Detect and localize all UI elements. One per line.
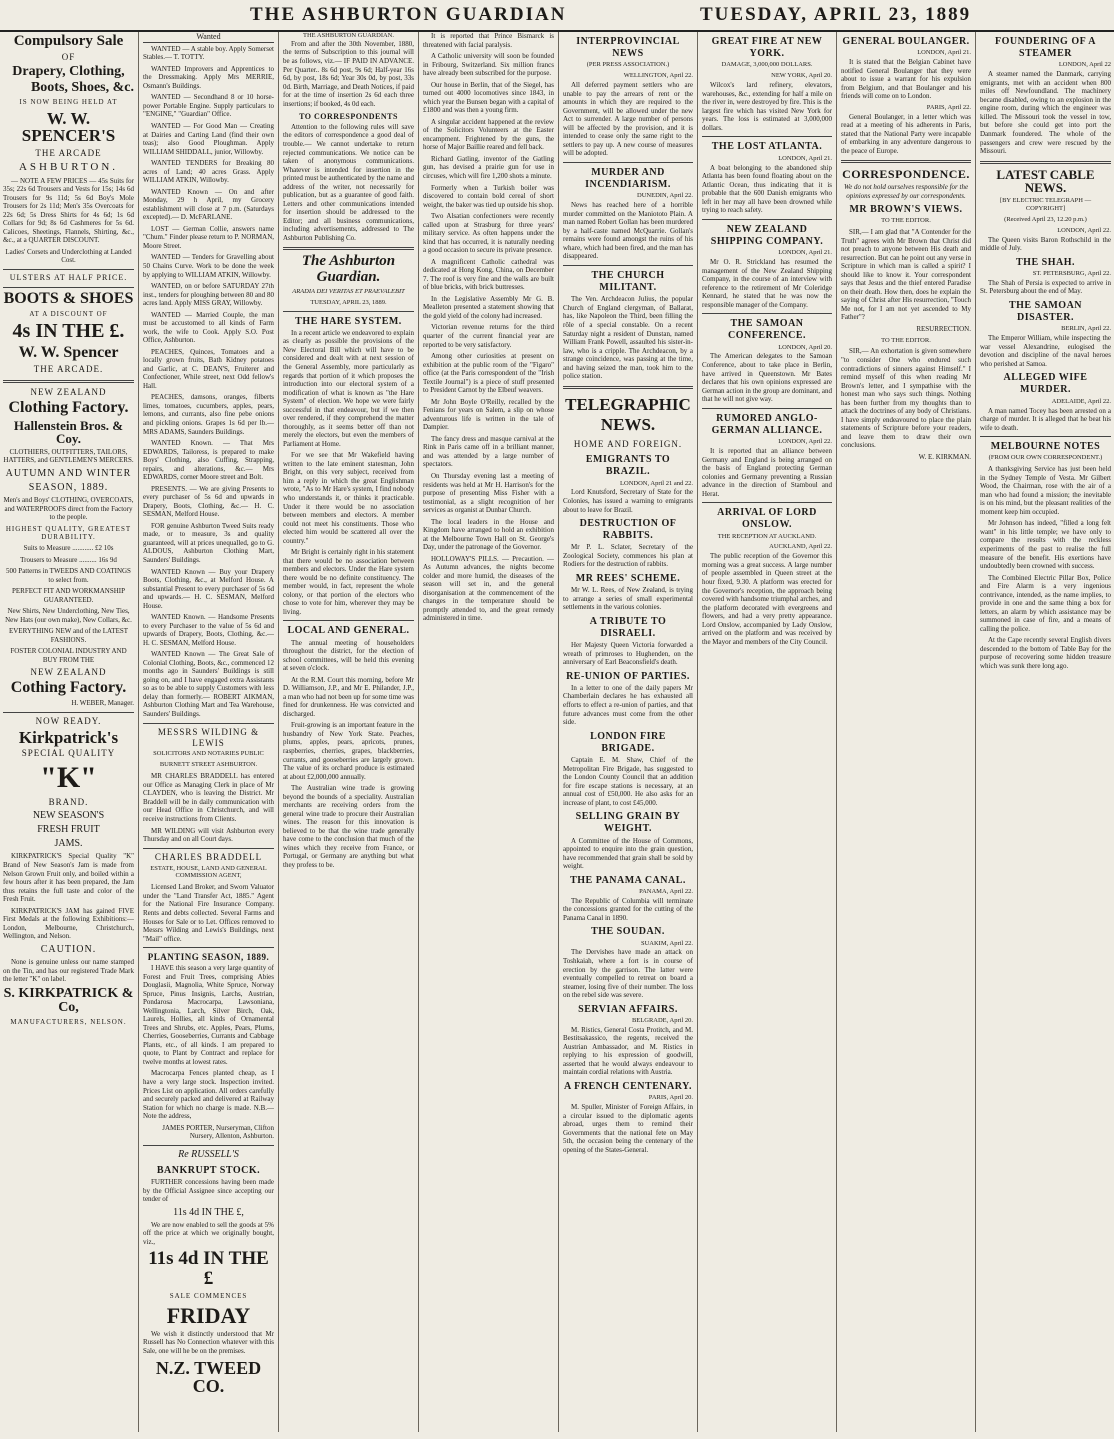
letter-body: SIR,— I am glad that "A Contender for the Truth" agrees with Mr Brown that Christ did not preach to anyone between His death and resurrection. But can he point out any verse in Scripture in which man is called a spirit? I should like to know it. Your correspondent says that Jesus and the thief entered Paradise on their death. How then, does he explain the saying of Christ after His resurrection, "Touch Me not, for I am not yet ascended to My Father"?	[841, 228, 971, 322]
ad-text: OF	[61, 51, 76, 62]
news-item: Mr John Boyle O'Reilly, recalled by the Fenians for years on Salem, a slip on whose adventurous life is written in the tale of Dampier.	[423, 397, 554, 432]
ad-text: SPECIAL QUALITY	[21, 748, 116, 759]
ad-text: THE ARCADE	[35, 148, 102, 159]
ad-firm-name: Kirkpatrick's	[18, 727, 119, 747]
ad-firm-name: S. KIRKPATRICK & Co,	[3, 985, 134, 1016]
ad-body: CLOTHIERS, OUTFITTERS, TAILORS, HATTERS, and GENTLEMEN'S MERCERS.	[3, 447, 134, 465]
ad-body: FURTHER concessions having been made by the Official Assignee since accepting our tender of	[143, 1178, 274, 1204]
classified-ad: WANTED, on or before SATURDAY 27th inst., tenders for ploughing between 80 and 80 acres land. Apply MISS GRAY, Willowby.	[143, 282, 274, 308]
article-body: Fruit-growing is an important feature in the husbandry of New York State. Peaches, plums, apples, pears, apricots, prunes, raspberries, cherries, grapes, blackberries, currants, and gooseberries are largely grown. The value of its orchard produce is estimated at about £2,000,000 annually.	[283, 721, 414, 781]
article-headline: NEW ZEALAND SHIPPING COMPANY.	[710, 223, 824, 247]
article-body: A boat belonging to the abandoned ship Atlanta has been found floating about on the Atlantic Ocean, thus indicating that it is probable that the 600 Danish emigrants who left in her may all have been drowned while trying to reach safety.	[702, 163, 832, 215]
dateline: WELLINGTON, April 22.	[623, 72, 693, 80]
ad-body: Licensed Land Broker, and Sworn Valuator under the "Land Transfer Act, 1885." Agent for the National Fire Insurance Company. Rents and debts collected. Several Farms and Houses for Sale or to Let. Offices removed to Messrs Wilding and Lewis's Buildings, next "Mail" office.	[143, 883, 274, 943]
ad-body: None is genuine unless our name stamped on the Tin, and has our registered Trade Mark the letter "K" on label.	[3, 957, 134, 984]
newspaper-title: The Ashburton Guardian.	[301, 253, 396, 286]
article-body: The Ven. Archdeacon Julius, the popular Church of England clergyman, of Ballarat, has, like Napoleon the Third, been filling the rôle of a special constable. On a recent Saturday night a resident of Dunstan, named William Frank Powell, assaulted his sister-in-law, who is a cripple. The Archdeacon, by a strange coincidence, was passing at the time, and having seized the man, took him to the police station.	[563, 295, 693, 381]
column-rule	[138, 32, 139, 1432]
ad-body: 500 Patterns in TWEEDS AND COATINGS to select from.	[6, 567, 131, 584]
dateline: LONDON, April 21 and 22.	[620, 479, 693, 487]
ad-body: I HAVE this season a very large quantity of Forest and Fruit Trees, comprising Abies Douglasii, Magnolia, White Spruce, Norway Spruce, Pinus Insignis, Larchs, Austrian, Pondarosa Macrocarpa, Lawsoniana, Wellingtonia, Larch, Silver Birch, Oak, Laurels, Hollies, all kinds of Ornamental Trees and Shrubs, etc. Apples, Pears, Plums, Cherries, Gooseberries, Currants and Cabbage Plants, etc., of all kinds. I am prepared to quote, to Plant by Contract and replace for twelve months at lowest rates.	[143, 964, 274, 1066]
column-4-news	[423, 32, 554, 1432]
divider	[143, 947, 274, 948]
ad-text: NEW ZEALAND	[30, 667, 107, 678]
article-body: The annual meeting of householders throughout the district, for the election of school committees, will be held this evening at seven o'clock.	[283, 638, 414, 673]
news-item: A magnificent Catholic cathedral was dedicated at Hong Kong, China, on December 7. The roof is very fine and the walls are built of blue bricks, with brick buttresses.	[423, 257, 554, 292]
column-7-correspondence	[841, 32, 971, 1432]
article-headline: MR REES' SCHEME.	[575, 573, 681, 584]
classified-ad: WANTED — For Good Man — Creating at Dairies and Carting Land (find their own teas); also Good Ploughman. Apply WILLIAM SHIDDALL, junior, Willowby.	[143, 122, 274, 156]
divider	[702, 313, 832, 314]
classified-ad: WANTED TENDERS for Breaking 80 acres of Land; 40 acres Grass. Apply WILLIAM ATKIN, Willowby.	[143, 159, 274, 185]
article-body: The Queen visits Baron Rothschild in the middle of July.	[980, 235, 1111, 253]
article-subheadline: THE RECEPTION AT AUCKLAND.	[717, 532, 817, 540]
column-1-advertisements	[3, 32, 134, 1432]
ad-text: IS NOW BEING HELD AT	[19, 98, 118, 107]
column-rule	[697, 32, 698, 1432]
column-3-editorial	[283, 32, 414, 1432]
article-body: A man named Tocey has been arrested on a charge of murder. It is alleged that he beat his wife to death.	[980, 406, 1111, 432]
ad-price: Suits to Measure ............ £2 10s	[23, 543, 114, 552]
article-body: The Australian wine trade is growing beyond the bounds of a speciality. Australian merchants are receiving orders from the general wine trade to procure their Australian wines. The reason for this innovation is believed to be that the wine trade generally have come to the conclusion that much of the wines which they receive from France, or Portugal, or Germany are anything but what they profess to be.	[283, 784, 414, 869]
column-rule	[558, 32, 559, 1432]
article-body: General Boulanger, in a letter which was read at a meeting of his adherents in Paris, stated that the National Party were incapable of embarking in any adventure dangerous to the peace of Europe.	[841, 112, 971, 155]
ad-body: EVERYTHING NEW and of the LATEST FASHIONS.	[8, 627, 129, 644]
ad-body: Macrocarpa Fences planted cheap, as I have a very large stock. Inspection invited. Prices List on application. All orders carefully and securely packed and delivered at Railway Station for which no charge is made. N.B.— Note the address,	[143, 1069, 274, 1121]
ad-heading: MESSRS WILDING & LEWIS	[157, 726, 260, 748]
dateline: LONDON, April 20.	[778, 343, 832, 351]
article-headline: THE SOUDAN.	[591, 926, 665, 938]
masthead	[0, 0, 1114, 32]
article-body: In a letter to one of the daily papers Mr Chamberlain declares he has exhausted all efforts to effect a re-union of parties, and that future advances must come from the other side.	[563, 683, 693, 727]
issue-date: TUESDAY, APRIL 23, 1889.	[310, 298, 387, 306]
article-body: A Committee of the House of Commons, appointed to enquire into the grain question, have recommended that grain shall be sold by weight.	[563, 836, 693, 871]
article-body: Captain E. M. Shaw, Chief of the Metropolitan Fire Brigade, has suggested to the London County Council that an addition for fire escape stations is necessary, at an annual cost of £50,000. He also asks for an increase of plant, to cost £45,000.	[563, 755, 693, 807]
article-headline: ARRIVAL OF LORD ONSLOW.	[717, 507, 817, 531]
masthead-title: THE ASHBURTON GUARDIAN	[250, 4, 567, 25]
news-item: A Catholic university will soon be founded in Fribourg, Switzerland. Six million francs have already been subscribed for the purpose.	[423, 52, 554, 78]
section-heading: TELEGRAPHIC NEWS.	[565, 394, 691, 435]
ad-heading: Compulsory Sale	[13, 33, 124, 49]
ad-brand-mark: "K"	[40, 761, 97, 795]
article-body: For we see that Mr Wakefield having written to the late eminent statesman, John Bright, on this very subject, received from him a reply in which the great Englishman wrote, "As to Mr Hare's system, I find nobody who understands it, or thinks it practicable. Under it there would be no association between members and electors. A member could not meet his constituents. Those who elected him would be scattered all over the country."	[283, 451, 414, 545]
article-headline: A FRENCH CENTENARY.	[564, 1080, 692, 1092]
ad-price: Trousers to Measure .......... 16s 9d	[20, 555, 117, 564]
dateline: BERLIN, April 22.	[1061, 325, 1111, 333]
ad-body: FOSTER COLONIAL INDUSTRY AND BUY FROM THE	[10, 647, 127, 664]
ad-heading: FRIDAY	[166, 1302, 251, 1328]
ad-heading: BANKRUPT STOCK.	[156, 1164, 261, 1176]
ad-text: JAMS.	[54, 838, 83, 850]
article-body: M. Ristics, General Costa Protitch, and M. Bestitsakassico, the regents, received the Austrian Ambassador, and M. Ristics in replying to his expression of goodwill, asserted that he would always endeavour to maintain cordial relations with Austria.	[563, 1025, 693, 1077]
news-item: Among other curiosities at present on exhibition at the public room of the "Figaro" office (at the Paris correspondent of the "Irish Textile Journal") is a piece of stuff presented to President Carnot by the Elbeuf weavers.	[423, 352, 554, 395]
article-headline: EMIGRANTS TO BRAZIL.	[585, 454, 671, 478]
dateline: LONDON, April 21.	[917, 49, 971, 57]
divider	[3, 269, 134, 270]
ad-firm-name: Hallenstein Bros. & Coy.	[13, 417, 124, 447]
divider	[143, 723, 274, 724]
column-6-telegraphic	[702, 32, 832, 1432]
section-heading: LATEST CABLE NEWS.	[996, 166, 1095, 196]
article-headline: THE SAMOAN CONFERENCE.	[727, 318, 806, 342]
article-body: The Combined Electric Pillar Box, Police and Fire Alarm is a very ingenious contrivance, intended, as the name implies, to provide in one and the same thing a box for letters, an alarm by which assistance may be summoned in case of fire, and a means of calling the police.	[980, 573, 1111, 633]
ad-body: PERFECT FIT AND WORKMANSHIP GUARANTEED.	[12, 587, 125, 604]
ad-body: — NOTE A FEW PRICES — 45s Suits for 35s; 22s 6d Trousers and Vests for 15s; 14s 6d Trousers for 9s 11d; 5s 6d Boy's Mole Trousers for 2s 11d; Men's 35s Overcoats for 22s 6d; 5s Dress Shirts for 4s 6d; 1s 6d Collars for 9d; 8s 6d Cashmeres for 5s 6d. Calicoes, Sheetings, Flannels, Shirting, &c., &c., at a QUARTER DISCOUNT.	[3, 176, 134, 245]
column-5-telegraphic	[563, 32, 693, 1432]
article-body: Wilcox's lard refinery, elevators, warehouses, &c., extending for half a mile on the river in, were destroyed by fire. This is the largest fire which has visited New York for years. The loss is estimated at 3,000,000 dollars.	[702, 81, 832, 132]
dateline: ST. PETERSBURG, April 22.	[1032, 269, 1111, 277]
column-8-cable-news	[980, 32, 1111, 1432]
article-headline: LONDON FIRE BRIGADE.	[590, 730, 666, 754]
news-item: Two Alsatian confectioners were recently called upon at Strasburg for three years' military service. As often happens under the kind that has occurred, it is naturally needing a good occasion to secure its private presence.	[423, 212, 554, 255]
ad-heading: BOOTS & SHOES	[3, 289, 134, 307]
divider	[283, 620, 414, 621]
dateline: LONDON, April 22.	[1057, 226, 1111, 234]
article-headline: THE PANAMA CANAL.	[570, 874, 686, 886]
article-headline: THE SHAH.	[1016, 256, 1075, 268]
ad-body: Ladies' Corsets and Underclothing at Landed Cost.	[5, 247, 132, 265]
letter-body: SIR,— An exhortation is given somewhere "to consider One who endured such contradictions of sinners against Himself." I remind myself of this when reading Mr Brown's letter, and I sympathise with the honest man who says such things. Nothing has been further from my thoughts than to attack the doctrines of any body of Christians. I have simply endeavoured to place the plain statements of Scripture before your readers, and leave them to draw their own conclusions.	[841, 347, 971, 450]
article-body: All deferred payment settlers who are unable to pay the arrears of rent or the amounts in which they are required to the Government, will be allowed under the new Act to surrender. A large number of persons will be affected by the provision, and it is intended to cease only the same right to the settlers to pay up. A new course of measures will be adopted.	[563, 81, 693, 158]
classified-ad: WANTED Known — The Great Sale of Colonial Clothing, Boots, &c., commenced 12 months ago in Saunders' Buildings is still going on, and I have engaged extra Assistants so as to be able to supply Customers with less delay than formerly.— ROBERT AIKMAN, Ashburton Clothing Mart and Tea Warehouse, Saunders' Buildings.	[143, 650, 274, 718]
press-credit: (PER PRESS ASSOCIATION.)	[586, 61, 670, 69]
divider	[563, 265, 693, 266]
dateline: PARIS, April 20.	[648, 1094, 693, 1102]
article-headline: THE CHURCH MILITANT.	[591, 270, 665, 294]
article-body: Mr Bright is certainly right in his statement that there would be no association between members and electors. Under the Hare system there would be no definite constituency. The member would, in fact, represent the whole colony, or that portion of the electors who chose to vote for him, wherever they may be living.	[283, 548, 414, 616]
article-body: Attention to the following rules will save the editors of correspondence a good deal of trouble.— We cannot undertake to return rejected communications. We notice can be taken of anonymous communications. Whatever is intended for insertion in the printed must be authenticated by the name and address of the writer, not necessarily for publication, but as a guarantee of good faith. Letters and other communications intended for insertion should be addressed to the Editor; and all business communications, including advertisements, addressed to The Ashburton Publishing Co.	[283, 122, 414, 242]
article-headline: LOCAL AND GENERAL.	[287, 625, 410, 637]
article-headline: THE LOST ATLANTA.	[711, 141, 823, 153]
article-headline: SERVIAN AFFAIRS.	[578, 1003, 678, 1015]
news-item: The fancy dress and masque carnival at the Rink in Paris came off in a brilliant manner, and was attended by a large number of spectators.	[423, 434, 554, 469]
divider	[563, 386, 693, 389]
news-item: The local leaders in the House and Kingdom have arranged to hold an exhibition at the Melbourne Town Hall on St. George's Day, under the patronage of the Governor.	[423, 517, 554, 552]
ad-firm-name: W. W. Spencer	[18, 344, 119, 362]
section-heading: THE ASHBURTON GUARDIAN.	[302, 32, 395, 39]
divider	[563, 162, 693, 163]
ad-heading: Drapery, Clothing,	[12, 63, 125, 79]
ad-text: SOLICITORS AND NOTARIES PUBLIC	[153, 750, 264, 758]
ad-text: AT A DISCOUNT OF	[29, 309, 108, 318]
dateline: DUNEDIN, April 22.	[637, 192, 693, 200]
ad-text: ASHBURTON.	[18, 161, 119, 174]
article-headline: DESTRUCTION OF RABBITS.	[579, 518, 677, 542]
ad-body: Men's and Boys' CLOTHING, OVERCOATS, and WATERPROOFS direct from the Factory to the people.	[3, 496, 134, 522]
ad-text: HIGHEST QUALITY, GREATEST DURABILITY.	[5, 524, 132, 542]
ad-text: BRAND.	[48, 796, 89, 807]
dateline: LONDON, April 22	[1058, 61, 1111, 69]
article-headline: FOUNDERING OF A STEAMER	[994, 36, 1097, 60]
ad-body: We wish it distinctly understood that Mr Russell has No Connection whatever with this Sale, one will he be on the premises.	[143, 1329, 274, 1355]
classified-ad: WANTED Known. — Handsome Presents to every Purchaser to the value of 5s 6d and upwards of Drapery, Boots, Clothing, &c.— H. C. SESMAN, Melford House.	[143, 613, 274, 647]
classified-ad: PEACHES, damsons, oranges, filberts limes, tomatoes, cucumbers, apples, pears, lemons, and currants, also fine pebe onions and pickling onions. Grapes 1s 6d per lb.— MRS ADAMS, Saunders Buildings.	[143, 393, 274, 436]
divider	[143, 848, 274, 849]
masthead-date: TUESDAY, APRIL 23, 1889	[700, 4, 972, 25]
article-headline: THE SAMOAN DISASTER.	[1008, 299, 1083, 323]
dateline: PANAMA, April 22.	[639, 887, 693, 895]
news-item: In the Legislative Assembly Mr G. B. Mealleton presented a statement showing that the gold yield of the colony had increased.	[423, 294, 554, 320]
dateline: PARIS, April 22.	[926, 103, 971, 111]
news-item: Our house in Berlin, that of the Siegel, has turned out 4000 locomotives since 1843, in which year the Bunsen began with a capital of £1800 and was then a young firm.	[423, 80, 554, 115]
ad-body: H. WEBER, Manager.	[71, 699, 134, 708]
ad-text: ESTATE, HOUSE, LAND AND GENERAL COMMISSION AGENT,	[150, 864, 267, 880]
article-headline: RUMORED ANGLO-GERMAN ALLIANCE.	[711, 412, 823, 436]
section-subheading: HOME AND FOREIGN.	[573, 439, 683, 450]
divider	[3, 287, 134, 288]
dateline: NEW YORK, April 20.	[771, 72, 832, 80]
article-body: In a recent article we endeavored to explain as clearly as possible the provisions of the New Electoral Bill which will have to be considered and dealt with at next session of the General Assembly, more particularly as regards that portion of it which proposes the introduction into our electoral system of a modification of what is known as "the Hare System" of election. We hope we were fairly successful in that endeavour, but if we then over rendered, if they comprehend the matter thoroughly, as it seems better off than not merely the electors, but even the members of Parliament at Home.	[283, 328, 414, 448]
dateline: BELGRADE, April 20.	[631, 1016, 693, 1024]
ad-text: CAUTION.	[40, 943, 97, 955]
divider	[702, 219, 832, 220]
ad-text: Re RUSSELL'S	[178, 1148, 239, 1160]
divider	[283, 311, 414, 312]
article-headline: INTERPROVINCIAL NEWS	[576, 36, 680, 60]
divider	[3, 712, 134, 713]
ad-heading: CHARLES BRADDELL	[154, 851, 263, 862]
ad-body: KIRKPATRICK'S JAM has gained FIVE First Medals at the following Exhibitions:— London, Melbourne, Christchurch, Wellington, and Nelson.	[3, 906, 134, 941]
divider	[980, 161, 1111, 164]
classified-ad: WANTED — Tenders for Gravelling about 50 Chains Curve. Work to be done the week by applying to WILLIAM ATKIN, Willowby.	[143, 253, 274, 279]
dateline: LONDON, April 22.	[778, 438, 832, 446]
article-body: It is stated that the Belgian Cabinet have notified General Boulanger that they were about to issue a warrant for his expulsion from Belgium, and that Boulanger and his friends will come on to London.	[841, 58, 971, 101]
classified-ad: LOST — German Collie, answers name "Chum." Finder please return to P. NORMAN, Moore Street.	[143, 224, 274, 250]
ad-text: 11s 4d IN THE £,	[173, 1206, 244, 1218]
article-headline: GREAT FIRE AT NEW YORK.	[711, 36, 823, 60]
news-item: On Thursday evening last a meeting of residents was held at Mr H. Harrison's for the purpose of presenting Miss Fisher with a testimonial, as a slight recognition of her services as organist at Dunbar Church.	[423, 471, 554, 515]
article-body: The Dervishes have made an attack on Toshkaiah, where a fort is in course of erection by the garrison. The latter were eventually compelled to retreat on board a steamer, losing five of their number. The loss on the rebel side was severe.	[563, 948, 693, 1000]
classified-ad: PRESENTS. — We are giving Presents to every purchaser of 5s 6d and upwards in Drapery, Boots, Clothing, &c.— H. C. SESMAN, Melford House.	[143, 484, 274, 519]
classified-ad: WANTED — Secondhand 8 or 10 horse-power Portable Engine. Supply particulars to "ENGINE," "Guardian" Office.	[143, 93, 274, 119]
divider	[3, 380, 134, 383]
letter-signature: W. E. KIRKMAN.	[918, 452, 971, 461]
ad-firm-name: N.Z. TWEED CO.	[155, 1357, 262, 1397]
dateline: LONDON, April 21.	[778, 249, 832, 257]
article-body: Her Majesty Queen Victoria forwarded a wreath of primroses to Hughenden, on the anniversary of Earl Beaconsfield's death.	[563, 641, 693, 667]
article-body: The American delegates to the Samoan Conference, about to take place in Berlin, have arrived in Queenstown. Mr Bates declares that his own opinions expressed are German action in the group are dominant, and that he will not give way.	[702, 352, 832, 404]
letter-salutation: TO THE EDITOR.	[881, 217, 931, 225]
received-time: (Received April 23, 12.20 p.m.)	[1004, 215, 1087, 223]
article-headline: A TRIBUTE TO DISRAELI.	[589, 615, 667, 639]
classified-ad: WANTED — Married Couple, the man must be accustomed to all kinds of Farm work, the wife to Cook. Apply S.O. Post Office, Ashburton.	[143, 310, 274, 345]
classified-ad: PEACHES, Quinces, Tomatoes and a locally grown fruits, Bath Kidney potatoes and Garlic, at C. DEAN'S, Fruiterer and Confectioner, While street, next Odd fellow's Hall.	[143, 347, 274, 390]
news-item: HOLLOWAY'S PILLS. — Precaution. — As Autumn advances, the nights become colder and more humid, the diseases of the season will set in, and the general disorganisation at the commencement of the changes in the temperature should be promptly attended to, and the great remedy administered in time.	[423, 554, 554, 623]
dateline: LONDON, April 21.	[778, 154, 832, 162]
section-subheading: [BY ELECTRIC TELEGRAPH — COPYRIGHT]	[999, 196, 1092, 212]
article-headline: MURDER AND INCENDIARISM.	[585, 167, 671, 191]
news-item: Richard Gatling, inventor of the Gatling gun, has devised a prairie gun for use in circuses, which will fire 1,200 shots a minute.	[423, 154, 554, 180]
letter-salutation: TO THE EDITOR.	[881, 336, 931, 344]
article-body: News has reached here of a horrible murder committed on the Maniototo Plain. A man named Robert Gollan has been murdered by a half-caste named McQuarrie. Gollan's remains were found amongst the ruins of his whare, which had been fired, and the man has disappeared.	[563, 201, 693, 261]
article-headline: RE-UNION OF PARTIES.	[566, 670, 690, 682]
ad-body: MR CHARLES BRADDELL has entered our Office as Managing Clerk in place of Mr CLAYDEN, who is leaving the District. Mr Braddell will be in daily communication with our Head Office in Christchurch, and will receive instructions from Clients.	[143, 772, 274, 823]
ad-heading: Boots, Shoes, &c.	[30, 80, 134, 96]
column-rule	[836, 32, 837, 1432]
column-rule	[975, 32, 976, 1432]
divider	[702, 136, 832, 137]
article-body: It is reported that an alliance between Germany and England is being arranged on the basis of England protecting German colonies and Germany preventing a Russian advance in the direction of Stamboul and Herat.	[702, 446, 832, 498]
article-headline: MR BROWN'S VIEWS.	[849, 204, 963, 216]
ad-body: MR WILDING will visit Ashburton every Thursday and on all Court days.	[143, 826, 274, 844]
article-body: M. Spuller, Minister of Foreign Affairs, in a circular issued to the diplomatic agents abroad, urges them to remind their Governments that the national fete on May 5th, the occasion being the centenary of the opening of the States-General.	[563, 1103, 693, 1154]
news-item: It is reported that Prince Bismarck is threatened with facial paralysis.	[423, 32, 554, 49]
article-body: A thanksgiving Service has just been held in the Sydney Temple of Vesta. Mr Gilbert Wood, the Chairman, rose with the air of a man who had found a mission; the inevitable is on his mind, but the pleasant realities of the moment keep him occupied.	[980, 465, 1111, 516]
article-subheadline: DAMAGE, 3,000,000 DOLLARS.	[721, 61, 813, 69]
ad-discount-rate: 11s 4d IN THE £	[148, 1248, 269, 1290]
ad-discount-rate: 4s IN THE £.	[12, 320, 125, 343]
dateline: ADELAIDE, April 22.	[1051, 397, 1111, 405]
article-body: A steamer named the Danmark, carrying emigrants, met with an accident when 800 miles off Newfoundland. The machinery became disabled, owing to an explosion in the engine room, during which the engineer was killed. The Missouri took the vessel in tow, but before she could get into port the Danmark foundered. The whole of the passengers and crew were rescued by the Missouri.	[980, 70, 1111, 156]
ad-text: SALE COMMENCES	[169, 1292, 248, 1301]
divider	[980, 436, 1111, 437]
section-heading: TO CORRESPONDENTS	[299, 112, 398, 122]
article-body: Lord Knutsford, Secretary of State for the Colonies, has issued a warning to emigrants about to leave for Brazil.	[563, 488, 693, 514]
article-body: Mr P. L. Sclater, Secretary of the Zoological Society, commences his plan at Rodiers for the destruction of rabbits.	[563, 543, 693, 569]
ad-text: NEW SEASON'S	[32, 809, 105, 821]
news-item: A singular accident happened at the review of the Solicitors Volunteers at the Easter encampment. Frightened by the guns, the horse of Major Baillie reared and fell back.	[423, 117, 554, 152]
article-headline: SELLING GRAIN BY WEIGHT.	[575, 811, 681, 835]
article-body: At the Cape recently several English divers descended to the bottom of Table Bay for the purpose of recovering some hidden treasure which was sunk there long ago.	[980, 636, 1111, 670]
ad-text: NEW ZEALAND	[30, 386, 107, 397]
section-heading: Wanted	[143, 32, 274, 43]
ad-text: SEASON, 1889.	[28, 482, 109, 494]
article-headline: ALLEGED WIFE MURDER.	[1003, 372, 1088, 396]
article-subheadline: (FROM OUR OWN CORRESPONDENT.)	[988, 454, 1103, 462]
ad-body: We are now enabled to sell the goods at 5% off the price at which we originally bought, viz.,	[143, 1220, 274, 1246]
column-2-classifieds	[143, 32, 274, 1432]
article-body: Mr Johnson has indeed, "filled a long felt want" in his little temple; we have only to compare the results with the reckless experiments of the past to realise the full measure of the benefit. His exertions have undoubtedly been crowned with success.	[980, 519, 1111, 571]
ad-heading: Clothing Factory.	[8, 398, 129, 416]
editorial-note: We do not hold ourselves responsible for the opinions expressed by our correspondents.	[843, 182, 969, 200]
ad-text: MANUFACTURERS, NELSON.	[10, 1017, 127, 1026]
article-body: Mr W. L. Rees, of New Zealand, is trying to arrange a series of small experimental settlements in the various colonies.	[563, 586, 693, 612]
column-rule	[278, 32, 279, 1432]
article-headline: THE HARE SYSTEM.	[295, 315, 402, 327]
classified-ad: WANTED — A stable boy. Apply Somerset Stables.— T. TOTTY.	[143, 44, 274, 62]
ad-text: THE ARCADE.	[33, 363, 104, 374]
ad-firm-name: W. W. SPENCER'S	[21, 108, 116, 146]
ad-heading: Cothing Factory.	[10, 679, 127, 697]
dateline: AUCKLAND, April 22.	[769, 543, 832, 551]
classified-ad: WANTED Known — On and after Monday, 29 h April, my Grocery establishment will close at 7 p.m. (Saturdays excepted).— D. McFARLANE.	[143, 187, 274, 222]
dateline: SUAKIM, April 22.	[640, 939, 693, 947]
divider	[143, 1145, 274, 1146]
article-body: Mr O. R. Strickland has resumed the management of the New Zealand Shipping Company, in the course of an interview with reference to the retirement of Mr Coleridge Kennard, he stated that he was now the responsible manager of the Company.	[702, 258, 832, 309]
ad-text: BURNETT STREET ASHBURTON.	[159, 761, 258, 769]
letter-signature: RESURRECTION.	[916, 324, 971, 333]
newspaper-motto: ARADIA DEI VERITAS ET PRAEVALEBIT	[292, 287, 405, 295]
divider	[702, 502, 832, 503]
classified-ad: WANTED Known. — That Mrs EDWARDS, Tailoress, is prepared to make Boys' Clothing, also Cuffing, Strapping, repairs, and alterations, &c.— Mrs EDWARDS, corner Moore street and Bolt.	[143, 439, 274, 482]
ad-heading: PLANTING SEASON, 1889.	[147, 952, 270, 963]
news-item: Victorian revenue returns for the third quarter of the current financial year are reported to be very satisfactory.	[423, 323, 554, 349]
ad-body: New Shirts, New Underclothing, New Ties, New Hats (our own make), New Collars, &c.	[5, 607, 132, 624]
ad-text: NOW READY.	[35, 715, 102, 726]
article-body: The public reception of the Governor this morning was a great success. A large number of people assembled in Queen street at the hour fixed, 9.30. A platform was erected for the Governor's reception, the approach being covered with handsome triumphal arches, and the platform decorated with evergreens and flowers, and had a very pretty appearance. Lord Onslow, accompanied by Lady Onslow, arrived on the platform and was received by the Mayor and members of the City Council.	[702, 552, 832, 646]
article-body: The Emperor William, while inspecting the war vessel Alexandrine, eulogised the devotion and discipline of the naval heroes who perished at Samoa.	[980, 334, 1111, 368]
section-heading: CORRESPONDENCE.	[842, 167, 970, 182]
divider	[283, 247, 414, 250]
classified-ad: FOR genuine Ashburton Tweed Suits ready made, or to measure, 3s and quality guaranteed, will at prices unequalled, go to G. ALDOUS, Ashburton Clothing Mart, Saunders' Buildings.	[143, 521, 274, 564]
ad-text: FRESH FRUIT	[37, 824, 100, 836]
ad-text: ULSTERS AT HALF PRICE.	[9, 273, 128, 282]
article-body: The Shah of Persia is expected to arrive in St. Petersburg about the end of May.	[980, 278, 1111, 296]
news-item: Formerly when a Turkish boiler was discovered to contain bold cereal of short weight, the baker was tied up outside his shop.	[423, 183, 554, 209]
article-body: The Republic of Columbia will terminate the concessions granted for the cutting of the Panama Canal in 1890.	[563, 896, 693, 922]
column-rule	[418, 32, 419, 1432]
ad-body: JAMES PORTER, Nurseryman, Clifton Nursery, Allenton, Ashburton.	[162, 1123, 274, 1141]
article-body: At the R.M. Court this morning, before Mr D. Williamson, J.P., and Mr E. Philander, J.P., a man who had not been up for some time was fined for drunkenness. He was convicted and discharged.	[283, 675, 414, 718]
article-headline: MELBOURNE NOTES	[990, 441, 1101, 453]
divider	[841, 160, 971, 163]
divider	[702, 408, 832, 409]
classified-ad: WANTED Known — Buy your Drapery Boots, Clothing, &c., at Melford House. A substantial Present to every purchaser of 5s 6d and upwards.— H. C. SESMAN, Melford House.	[143, 567, 274, 610]
article-body: From and after the 30th November, 1880, the terms of Subscription to this journal will be as follows, viz.— IF PAID IN ADVANCE. Per Quarter.. 8s 6d post, 9s 6d; Half-year 16s 6d, by post, 18s 6d; Year 30s 0d, by post, 33s 0d. Birth, Marriage, and Death Notices, if paid for at the time of insertion 2s 6d each three insertions; if booked, 4s 0d each.	[283, 39, 414, 108]
classified-ad: WANTED Improvers and Apprentices to the Dressmaking. Apply Mrs MERRIE, Osmann's Buildings.	[143, 64, 274, 90]
article-headline: GENERAL BOULANGER.	[842, 36, 970, 47]
ad-body: KIRKPATRICK'S Special Quality "K" Brand of New Season's Jam is made from Nelson Grown Fruit only, and boiled within a few hours after it has been prepared, the Jam thus retains the full taste and color of the Fresh Fruit.	[3, 852, 134, 904]
ad-text: AUTUMN AND WINTER	[5, 467, 132, 479]
